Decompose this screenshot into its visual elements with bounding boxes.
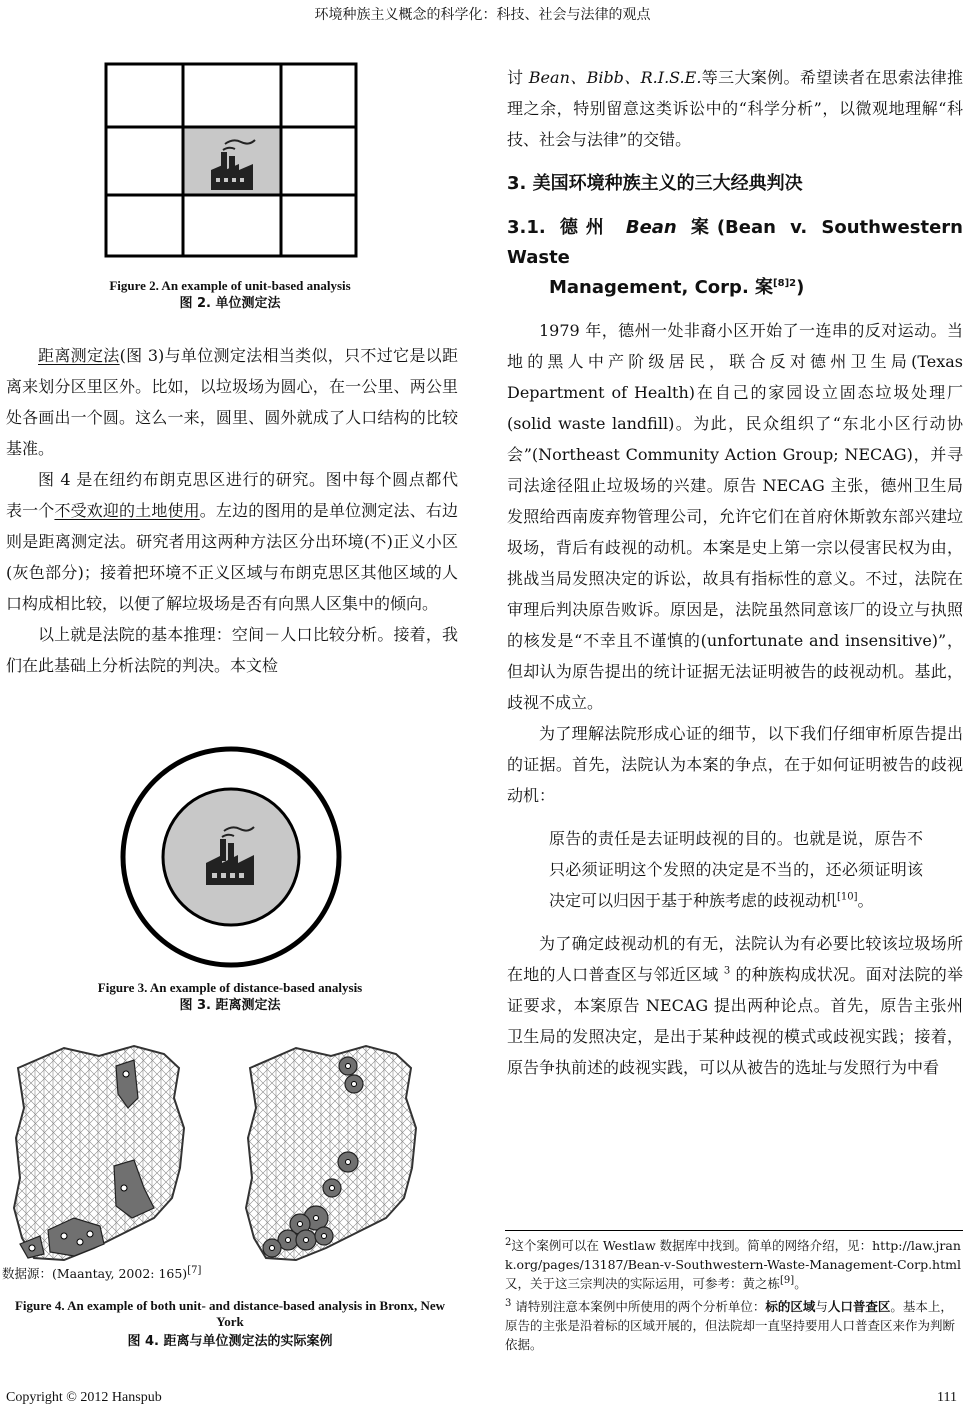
figure-2-grid <box>104 62 358 258</box>
footnote-2: $^2$这个案例可以在 Westlaw 数据库中找到。简单的网络介绍，见：http://law.jrank.org/pages/13187/Bean-v-Southwestern-Waste-Management-Corp.html 又，关于这三宗判决的实际运用，可参考：黄之栋[9]。 <box>505 1236 961 1291</box>
term-lulu: 不受欢迎的土地使用 <box>54 501 200 520</box>
figure-4-caption-zh: 图 4. 距离与单位测定法的实际案例 <box>127 1334 333 1349</box>
paragraph-motive: 为了确定歧视动机的有无，法院认为有必要比较该垃圾场所在地的人口普查区与邻近区域 $^3$ 的种族构成状况。面对法院的举证要求，本案原告 NECAG 提出两种论点。首先，原告主张州卫生局的发照决定，是出于某种歧视的模式或歧视实践；接着，原告争执前述的歧视实践，可以从被告的选址与发照行为中看 <box>507 934 963 1077</box>
block-quote: 原告的责任是去证明歧视的目的。也就是说，原告不只必须证明这个发照的决定是不当的，还必须证明该决定可以归因于基于种族考虑的歧视动机[10]。 <box>549 829 923 910</box>
subsection-3-1-heading: 3.1. 德州 Bean 案(Bean v. Southwestern Waste Management, Corp. 案$^{[8]2}$) <box>507 217 963 298</box>
figure-3-caption-zh: 图 3. 距离测定法 <box>179 998 281 1013</box>
copyright: Copyright © 2012 Hanspub <box>6 1390 162 1405</box>
page-number: 111 <box>937 1390 957 1405</box>
paragraph-distance-method: 距离测定法(图 3)与单位测定法相当类似，只不过它是以距离来划分区里区外。比如，以垃圾场为圆心，在一公里、两公里处各画出一个圆。这么一来，圆里、圆外就成了人口结构的比较基准。 <box>6 346 458 458</box>
footnote-3: $^3$ 请特别注意本案例中所使用的两个分析单位：标的区域与人口普查区。基本上，原告的主张是沿着标的区域开展的，但法院却一直坚持要用人口普查区来作为判断依据。 <box>505 1297 956 1352</box>
left-body <box>6 340 458 681</box>
figure-2-caption-zh: 图 2. 单位测定法 <box>179 296 281 311</box>
footnotes <box>505 1236 963 1354</box>
paragraph-reasoning: 以上就是法院的基本推理：空间－人口比较分析。接着，我们在此基础上分析法院的判决。本文检 <box>6 625 458 675</box>
figure-3-caption-en: Figure 3. An example of distance-based analysis <box>97 980 363 995</box>
term-distance-method: 距离测定法 <box>38 346 120 365</box>
bronx-map-distance-based <box>246 1046 416 1260</box>
figure-4-source: 数据源：(Maantay, 2002: 165)[7] <box>2 1264 202 1281</box>
right-body <box>507 62 963 1083</box>
footnote-divider <box>505 1230 963 1231</box>
section-3-heading: 3. 美国环境种族主义的三大经典判决 <box>507 173 803 194</box>
figure-2-caption-en: Figure 2. An example of unit-based analysis <box>109 278 351 293</box>
paragraph-bean-case: 1979 年，德州一处非裔小区开始了一连串的反对运动。当地的黑人中产阶级居民，联合反对德州卫生局(Texas Department of Health)在自己的家园设立固态垃圾处理厂(solid waste landfill)。为此，民众组织了“东北小区行动协会”(Northeast Community Action Group; NECAG)，并寻司法途径阻止垃圾场的兴建。原告 NECAG 主张，德州卫生局发照给西南废弃物管理公司，允许它们在首府休斯敦东部兴建垃圾场，背后有歧视的动机。本案是史上第一宗以侵害民权为由，挑战当局发照决定的诉讼，故具有指标性的意义。不过，法院在审理后判决原告败诉。原因是，法院虽然同意该厂的设立与执照的核发是“不幸且不谨慎的(unfortunate and insensitive)”，但却认为原告提出的统计证据无法证明被告的歧视动机。基此，歧视不成立。 <box>507 321 963 712</box>
running-header: 环境种族主义概念的科学化：科技、社会与法律的观点 <box>314 7 651 23</box>
paragraph-court-evidence: 为了理解法院形成心证的细节，以下我们仔细审析原告提出的证据。首先，法院认为本案的争点，在于如何证明被告的歧视动机： <box>507 724 963 805</box>
paragraph-continuation: 讨 Bean、Bibb、R.I.S.E.等三大案例。希望读者在思索法律推理之余，特别留意这类诉讼中的“科学分析”，以微观地理解“科技、社会与法律”的交错。 <box>507 68 963 149</box>
paragraph-figure-4-description: 图 4 是在纽约布朗克思区进行的研究。图中每个圆点都代表一个不受欢迎的土地使用。左边的图用的是单位测定法、右边则是距离测定法。研究者用这两种方法区分出环境(不)正义小区(灰色部分)；接着把环境不正义区域与布朗克思区其他区域的人口构成相比较，以便了解垃圾场是否有向黑人区集中的倾向。 <box>6 470 458 613</box>
figure-3-circles <box>114 745 348 970</box>
bronx-map-unit-based <box>14 1046 184 1260</box>
figure-4-bronx-maps <box>4 1038 460 1268</box>
figure-4-caption-en: Figure 4. An example of both unit- and distance-based analysis in Bronx, New York <box>14 1298 446 1329</box>
